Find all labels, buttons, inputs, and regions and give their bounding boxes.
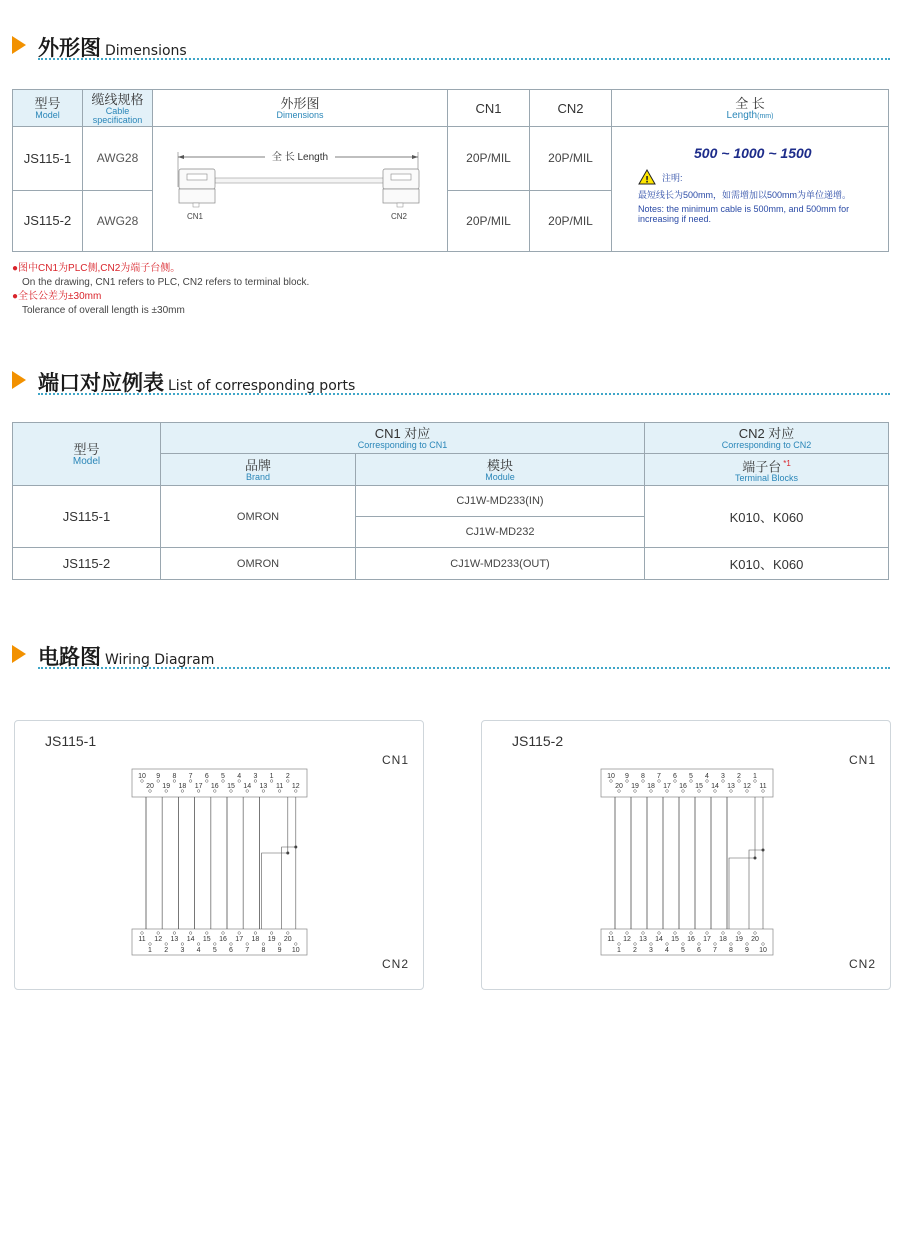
- pin-label: 10: [607, 773, 615, 780]
- pin-label: 20: [283, 936, 292, 943]
- row2-model: JS115-2: [13, 190, 83, 252]
- pin-dot: [690, 932, 693, 935]
- row2-cn2: 20P/MIL: [530, 190, 612, 252]
- pin-dot: [650, 790, 653, 793]
- arrow-icon: [12, 36, 26, 54]
- pin-label: 13: [727, 783, 735, 790]
- pin-dot: [666, 790, 669, 793]
- pin-dot: [706, 780, 709, 783]
- pin-dot: [278, 790, 281, 793]
- pin-label: 4: [196, 947, 201, 954]
- pin-label: 15: [227, 783, 235, 790]
- pin-dot: [270, 780, 273, 783]
- panel-cn2-label: CN2: [848, 957, 876, 971]
- pin-label: 20: [751, 936, 759, 943]
- pin-dot: [746, 790, 749, 793]
- pin-dot: [157, 780, 160, 783]
- wire: [729, 797, 755, 929]
- pin-dot: [254, 932, 257, 935]
- pin-label: 6: [204, 773, 209, 780]
- pin-dot: [754, 780, 757, 783]
- note-zh: 最短线长为500mm，如需增加以500mm为单位递增。: [638, 190, 852, 200]
- pin-dot: [730, 943, 733, 946]
- pin-dot: [650, 943, 653, 946]
- ports-row1-brand: OMRON: [161, 486, 356, 548]
- pin-label: 17: [703, 936, 711, 943]
- pin-label: 16: [210, 783, 219, 790]
- pin-label: 3: [253, 773, 258, 780]
- footnote-2-en: Tolerance of overall length is ±30mm: [22, 305, 185, 316]
- pin-label: 10: [138, 773, 146, 780]
- pin-label: 2: [737, 773, 741, 780]
- pin-dot: [262, 943, 265, 946]
- pin-dot: [682, 943, 685, 946]
- row1-cable: AWG28: [83, 127, 153, 191]
- pin-dot: [181, 790, 184, 793]
- pin-dot: [634, 943, 637, 946]
- pin-dot: [746, 943, 749, 946]
- header-dimensions: 外形图 Dimensions: [153, 90, 448, 127]
- pin-label: 17: [663, 783, 671, 790]
- pin-dot: [197, 790, 200, 793]
- wiring-diagram: [482, 721, 892, 991]
- pin-dot: [173, 932, 176, 935]
- pin-dot: [141, 780, 144, 783]
- ports-row2-model: JS115-2: [13, 548, 161, 580]
- ports-table: [12, 422, 889, 580]
- pin-dot: [618, 943, 621, 946]
- pin-label: 18: [251, 936, 260, 943]
- pin-dot: [698, 790, 701, 793]
- pin-label: 4: [665, 947, 669, 954]
- pin-dot: [674, 780, 677, 783]
- pin-label: 10: [759, 947, 767, 954]
- panel-title: JS115-1: [45, 733, 97, 749]
- length-values: 500 ~ 1000 ~ 1500: [694, 145, 812, 161]
- pin-label: 1: [617, 947, 621, 954]
- pin-dot: [238, 932, 241, 935]
- pin-label: 13: [170, 936, 179, 943]
- pin-label: 7: [713, 947, 717, 954]
- connector-right-icon: [383, 169, 419, 207]
- pin-dot: [295, 943, 298, 946]
- pin-label: 2: [164, 947, 169, 954]
- pin-dot: [165, 943, 168, 946]
- ports-row1-module-2: CJ1W-MD232: [356, 517, 645, 548]
- header-length: 全 长 Length(mm): [612, 90, 889, 127]
- section-title-en: Dimensions: [105, 43, 187, 59]
- pin-dot: [754, 932, 757, 935]
- wiring-diagram: [15, 721, 425, 991]
- pin-dot: [722, 932, 725, 935]
- pin-dot: [270, 932, 273, 935]
- pin-dot: [262, 790, 265, 793]
- footnote-1-en: On the drawing, CN1 refers to PLC, CN2 refers to terminal block.: [22, 277, 310, 288]
- pin-dot: [206, 932, 209, 935]
- pin-label: 11: [275, 783, 284, 790]
- pin-dot: [189, 932, 192, 935]
- ports-header-module: 模块 Module: [356, 454, 645, 486]
- pin-label: 16: [687, 936, 695, 943]
- pin-dot: [157, 932, 160, 935]
- pin-label: 12: [291, 783, 300, 790]
- note-header: [638, 169, 880, 185]
- pin-dot: [730, 790, 733, 793]
- pin-label: 18: [647, 783, 655, 790]
- pin-dot: [141, 932, 144, 935]
- pin-label: 5: [689, 773, 693, 780]
- pin-dot: [658, 780, 661, 783]
- connector-left-icon: [179, 169, 215, 207]
- header-cable: 缆线规格 Cable specification: [83, 90, 153, 127]
- pin-label: 11: [607, 936, 615, 943]
- pin-label: 14: [711, 783, 719, 790]
- pin-label: 11: [759, 783, 767, 790]
- section-title-zh: 外形图: [38, 36, 101, 60]
- pin-label: 7: [245, 947, 250, 954]
- row2-cn1: 20P/MIL: [448, 190, 530, 252]
- pin-label: 14: [243, 783, 252, 790]
- pin-label: 15: [671, 936, 679, 943]
- row1-model: JS115-1: [13, 127, 83, 191]
- row1-cn1: 20P/MIL: [448, 127, 530, 191]
- pin-dot: [674, 932, 677, 935]
- pin-label: 7: [188, 773, 193, 780]
- ports-row2-brand: OMRON: [161, 548, 356, 580]
- pin-label: 19: [162, 783, 171, 790]
- pin-label: 12: [154, 936, 163, 943]
- pin-dot: [610, 780, 613, 783]
- pin-label: 13: [259, 783, 268, 790]
- pin-label: 20: [615, 783, 623, 790]
- row1-cn2: 20P/MIL: [530, 127, 612, 191]
- pin-label: 4: [705, 773, 709, 780]
- pin-label: 1: [148, 947, 152, 954]
- pin-dot: [149, 790, 152, 793]
- wiring-panel-js115-1: [14, 720, 424, 990]
- length-label: 全 长 Length: [271, 152, 329, 163]
- header-cn1: CN1: [448, 90, 530, 127]
- pin-dot: [714, 943, 717, 946]
- warning-icon: [638, 169, 656, 185]
- pin-label: 9: [625, 773, 629, 780]
- pin-label: 6: [229, 947, 233, 954]
- pin-dot: [634, 790, 637, 793]
- pin-label: 1: [269, 773, 274, 780]
- cable-drawing: [153, 127, 447, 251]
- pin-dot: [287, 932, 290, 935]
- panel-title: JS115-2: [512, 733, 564, 749]
- pin-label: 5: [681, 947, 685, 954]
- pin-label: 15: [202, 936, 211, 943]
- pin-dot: [762, 943, 765, 946]
- junction-dot: [294, 846, 297, 849]
- ports-row2-module: CJ1W-MD233(OUT): [356, 548, 645, 580]
- ports-row1-terminal: K010、K060: [645, 486, 889, 548]
- pin-label: 13: [639, 936, 647, 943]
- pin-dot: [230, 790, 233, 793]
- pin-dot: [246, 790, 249, 793]
- pin-dot: [238, 780, 241, 783]
- pin-dot: [214, 790, 217, 793]
- pin-dot: [278, 943, 281, 946]
- section-title-zh: 端口对应例表: [38, 371, 164, 395]
- pin-label: 19: [735, 936, 743, 943]
- pin-label: 5: [212, 947, 217, 954]
- pin-label: 8: [729, 947, 733, 954]
- junction-dot: [286, 852, 289, 855]
- pin-label: 7: [657, 773, 661, 780]
- ports-row1-module-1: CJ1W-MD233(IN): [356, 486, 645, 517]
- pin-label: 8: [172, 773, 177, 780]
- pin-label: 6: [673, 773, 677, 780]
- pin-dot: [682, 790, 685, 793]
- section-title-en: List of corresponding ports: [168, 378, 356, 394]
- footnotes: [12, 262, 309, 318]
- drawing-cn1-label: CN1: [186, 212, 204, 221]
- pin-dot: [197, 943, 200, 946]
- arrow-icon: [12, 645, 26, 663]
- pin-label: 18: [178, 783, 187, 790]
- panel-cn1-label: CN1: [381, 753, 409, 767]
- pin-dot: [666, 943, 669, 946]
- pin-label: 19: [631, 783, 639, 790]
- pin-dot: [690, 780, 693, 783]
- pin-label: 15: [695, 783, 703, 790]
- ports-header-cn2: CN2 对应 Corresponding to CN2: [645, 423, 889, 454]
- pin-label: 19: [267, 936, 276, 943]
- pin-dot: [149, 943, 152, 946]
- pin-dot: [214, 943, 217, 946]
- pin-label: 8: [261, 947, 266, 954]
- pin-dot: [626, 780, 629, 783]
- wire: [749, 797, 763, 929]
- ports-header-terminal: 端子台 $^{*1}$ Terminal Blocks: [645, 454, 889, 486]
- pin-dot: [738, 780, 741, 783]
- pin-label: 9: [277, 947, 282, 954]
- pin-dot: [658, 932, 661, 935]
- wire: [262, 797, 288, 929]
- arrow-icon: [12, 371, 26, 389]
- panel-cn1-label: CN1: [848, 753, 876, 767]
- pin-dot: [642, 932, 645, 935]
- pin-label: 2: [285, 773, 290, 780]
- pin-dot: [181, 943, 184, 946]
- drawing-cn2-label: CN2: [390, 212, 408, 221]
- junction-dot: [762, 849, 765, 852]
- pin-label: 12: [743, 783, 751, 790]
- pin-label: 1: [753, 773, 757, 780]
- pin-dot: [626, 932, 629, 935]
- pin-dot: [610, 932, 613, 935]
- note-en: Notes: the minimum cable is 500mm, and 500mm for increasing if need.: [638, 204, 850, 224]
- pin-label: 12: [623, 936, 631, 943]
- pin-dot: [206, 780, 209, 783]
- pin-dot: [618, 790, 621, 793]
- pin-label: 10: [291, 947, 300, 954]
- svg-text:!: !: [644, 175, 650, 185]
- pin-label: 11: [138, 936, 146, 943]
- pin-label: 16: [679, 783, 687, 790]
- pin-dot: [222, 932, 225, 935]
- pin-label: 3: [649, 947, 653, 954]
- footnote-2-zh: ●全长公差为±30mm: [12, 291, 102, 302]
- pin-label: 9: [156, 773, 161, 780]
- pin-dot: [698, 943, 701, 946]
- length-cell: [612, 127, 889, 252]
- row2-cable: AWG28: [83, 190, 153, 252]
- pin-label: 2: [633, 947, 637, 954]
- wiring-panel-js115-2: [481, 720, 891, 990]
- dimension-drawing: [153, 127, 448, 252]
- pin-dot: [222, 780, 225, 783]
- pin-label: 4: [237, 773, 242, 780]
- ports-header-model: 型号 Model: [13, 423, 161, 486]
- pin-dot: [173, 780, 176, 783]
- pin-dot: [642, 780, 645, 783]
- header-cn2: CN2: [530, 90, 612, 127]
- pin-label: 3: [721, 773, 725, 780]
- pin-dot: [165, 790, 168, 793]
- dimensions-table: [12, 89, 889, 252]
- section-title-zh: 电路图: [38, 645, 101, 669]
- note-title: 注明:: [662, 172, 683, 183]
- ports-header-cn1: CN1 对应 Corresponding to CN1: [161, 423, 645, 454]
- pin-dot: [287, 780, 290, 783]
- wire: [282, 797, 296, 929]
- footnote-1-zh: ●图中CN1为PLC侧,CN2为端子台侧。: [12, 263, 181, 274]
- pin-dot: [738, 932, 741, 935]
- pin-dot: [706, 932, 709, 935]
- pin-dot: [246, 943, 249, 946]
- pin-label: 8: [641, 773, 645, 780]
- pin-label: 14: [655, 936, 663, 943]
- section-title-en: Wiring Diagram: [105, 652, 215, 668]
- pin-label: 5: [221, 773, 225, 780]
- ports-header-brand: 品牌 Brand: [161, 454, 356, 486]
- pin-label: 9: [745, 947, 749, 954]
- junction-dot: [754, 857, 757, 860]
- header-model: 型号 Model: [13, 90, 83, 127]
- pin-label: 17: [235, 936, 244, 943]
- pin-label: 14: [186, 936, 195, 943]
- divider: [38, 667, 890, 669]
- pin-label: 20: [146, 783, 154, 790]
- pin-label: 18: [719, 936, 727, 943]
- pin-label: 17: [194, 783, 203, 790]
- pin-dot: [762, 790, 765, 793]
- pin-label: 16: [219, 936, 227, 943]
- pin-dot: [189, 780, 192, 783]
- pin-dot: [230, 943, 233, 946]
- pin-label: 6: [697, 947, 701, 954]
- pin-dot: [722, 780, 725, 783]
- divider: [38, 393, 890, 395]
- pin-dot: [254, 780, 257, 783]
- divider: [38, 58, 890, 60]
- ports-row1-model: JS115-1: [13, 486, 161, 548]
- pin-dot: [714, 790, 717, 793]
- panel-cn2-label: CN2: [381, 957, 409, 971]
- pin-dot: [295, 790, 298, 793]
- ports-row2-terminal: K010、K060: [645, 548, 889, 580]
- pin-label: 3: [180, 947, 185, 954]
